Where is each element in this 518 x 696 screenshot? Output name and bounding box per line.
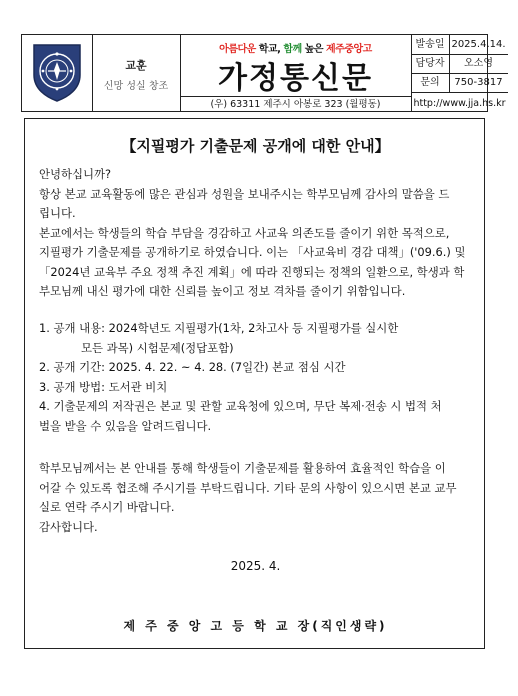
greeting: 안녕하십니까?: [39, 167, 112, 181]
notice-title: 【지필평가 기출문제 공개에 대한 안내】: [121, 137, 390, 155]
slogan-part: 아름다운: [219, 44, 256, 55]
motto-label: 교훈: [125, 59, 147, 72]
logo-cell: [22, 35, 93, 111]
paragraph-line: 실로 연락 주시기 바랍니다.: [39, 500, 175, 514]
principal-signature: 제 주 중 앙 고 등 학 교 장(직인생략): [123, 619, 388, 633]
meta-value: 오소영: [464, 58, 493, 69]
slogan-part: 제주중앙고: [326, 44, 372, 55]
notice-list: [39, 319, 473, 436]
paragraph-line: 항상 본교 교육활동에 많은 관심과 성원을 보내주시는 학부모님께 감사의 말씀을 드: [39, 186, 450, 201]
school-emblem-icon: [30, 41, 84, 103]
meta-key: 문의: [411, 73, 450, 92]
list-item: 4. 기출문제의 저작권은 본교 및 관할 교육청에 있으며, 무단 복제·전송 시 법적 처: [39, 399, 442, 413]
motto-text: 신망 성실 창조: [103, 81, 169, 92]
paragraph-line: 학부모님께서는 본 안내를 통해 학생들이 기출문제를 활용하여 효율적인 학습을 이: [39, 461, 446, 475]
slogan-part: 학교,: [255, 44, 284, 55]
meta-key: 담당자: [411, 54, 450, 73]
page-title: 가정통신문: [218, 61, 373, 96]
meta-row: [411, 73, 508, 93]
paragraph-line: 「2024년 교육부 주요 정책 추진 계획」에 따라 진행되는 정책의 일환으로, 학생과 학: [39, 264, 465, 279]
notice-date: 2025. 4.: [230, 559, 281, 573]
paragraph-line: 지필평가 기출문제를 공개하기로 하였습니다. 이는 「사교육비 경감 대책」('09.6.) 및: [39, 245, 466, 259]
thanks-text: 감사합니다.: [39, 519, 98, 534]
newsletter-header: [21, 34, 506, 112]
list-item: 모든 과목) 시험문제(정답포함): [81, 340, 234, 355]
paragraph-line: 어갈 수 있도록 협조해 주시기를 부탁드립니다. 기타 문의 사항이 있으시면 본교 교무: [39, 480, 457, 495]
meta-key: 발송일: [411, 35, 450, 54]
school-address: (우) 63311 제주시 아봉로 323 (월평동): [180, 96, 411, 112]
paragraph-line: 립니다.: [39, 206, 76, 220]
notice-closing: [39, 459, 473, 537]
list-item: 3. 공개 방법: 도서관 비치: [39, 379, 168, 394]
paragraph-line: 부모님께 내신 평가에 대한 신뢰를 높이고 정보 격차를 줄이기 위함입니다.: [39, 284, 406, 298]
meta-table: [411, 35, 506, 111]
list-item: 2. 공개 기간: 2025. 4. 22. ~ 4. 28. (7일간) 본교 점심 시간: [39, 360, 346, 374]
notice-text: [39, 165, 473, 302]
motto-cell: [92, 35, 181, 111]
slogan-part: 높은: [301, 44, 327, 55]
meta-row: [411, 54, 508, 74]
meta-row: [411, 35, 508, 55]
paragraph-line: 본교에서는 학생들의 학습 부담을 경감하고 사교육 의존도를 줄이기 위한 목적으로,: [39, 225, 450, 240]
school-url-link[interactable]: http://www.jja.hs.kr: [413, 98, 506, 109]
title-cell: [180, 35, 412, 111]
slogan-part: 함께: [283, 44, 302, 55]
list-item: 벌을 받을 수 있음을 알려드립니다.: [39, 418, 212, 433]
notice-body: [24, 118, 485, 649]
meta-value: 750-3817: [454, 77, 503, 88]
meta-value: 2025.4.14.: [451, 39, 506, 50]
list-item: 1. 공개 내용: 2024학년도 지필평가(1차, 2차고사 등 지필평가를 실시한: [39, 321, 399, 335]
